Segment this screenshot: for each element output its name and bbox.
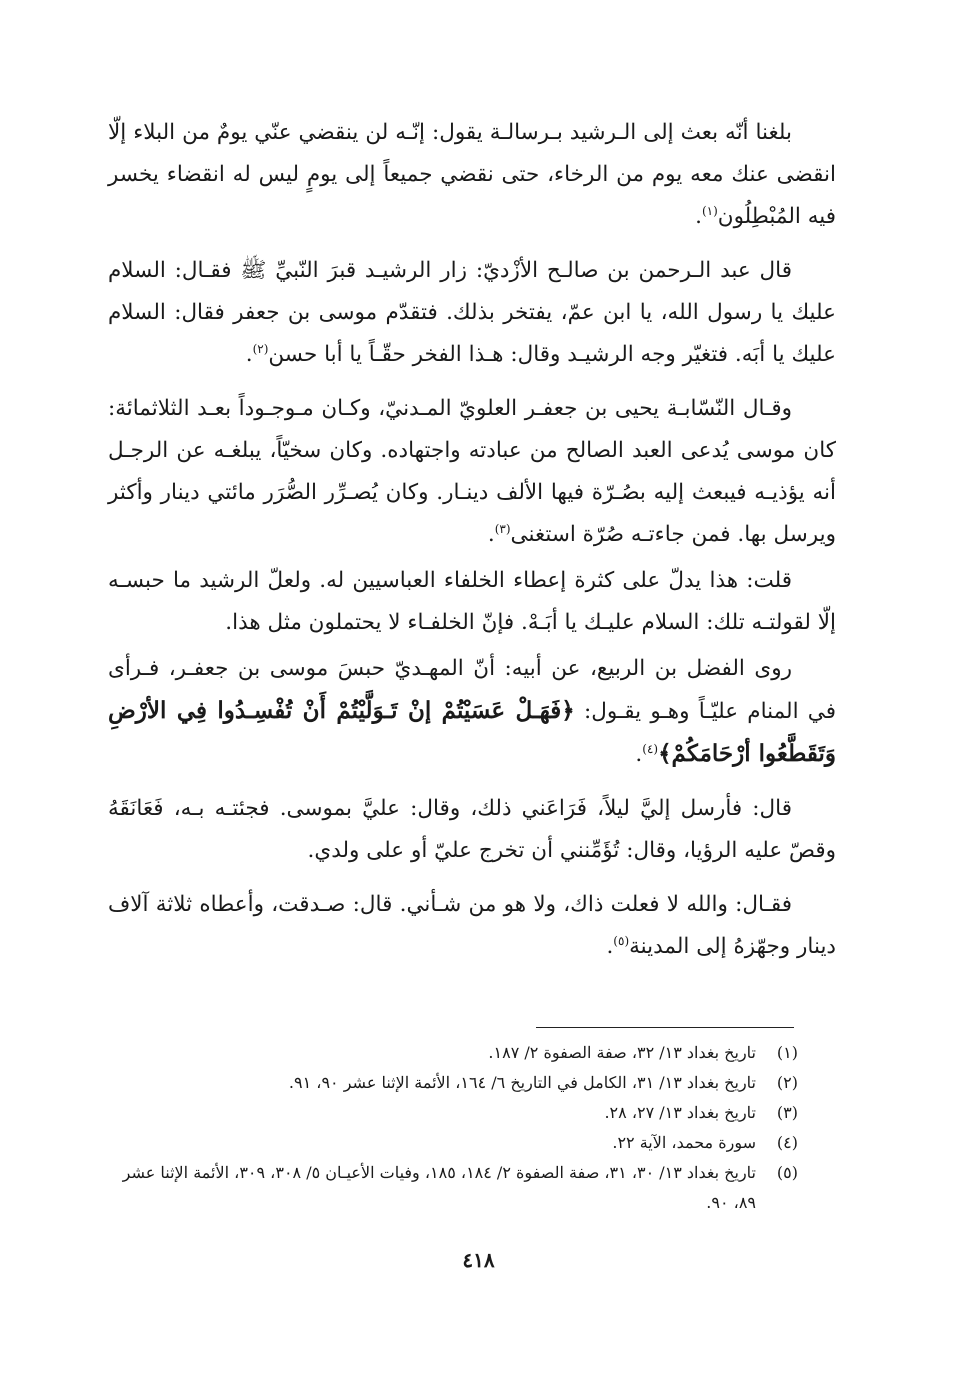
page-number: ٤١٨ xyxy=(462,1248,495,1272)
footnote-number: (٣) xyxy=(776,1103,798,1122)
footnote-number: (٤) xyxy=(776,1133,798,1152)
paragraph-3: وقـال النّسّابـة يحيى بن جعفـر العلويّ المـدنيّ، وكـان مـوجـوداً بعـد الثلاثمائة: كان موسى يُدعى العبد الصالح من عبادته واجتهاده. وكان سخيّاً، يبلغـه عن الرجـل أنه يؤذيـه فيبعث إليه بصُـرّة فيها الألف دينـار. وكان يُصـرِّر الصُّرَر مائتي دينار وأكثر ويرسل بها. فمن جاءتـه صُرّة استغنى$^{(٣)}$. xyxy=(108,396,836,547)
footnote-3 xyxy=(108,1098,798,1128)
footnote-number: (٢) xyxy=(776,1073,798,1092)
footnote-ref-5[interactable]: (٥) xyxy=(613,933,630,948)
footnote-4 xyxy=(108,1128,798,1158)
footnote-ref-4[interactable]: (٤) xyxy=(642,741,659,756)
quran-verse: ﴿فَهَـلْ عَسَيْتُمْ إنْ تَـوَلَّيْتُمْ أَنْ تُفْسِـدُوا فِي الأرْضِ وَتَقَطَّعُوا أرْحَامَكُمْ﴾ xyxy=(108,697,836,767)
footnote-number: (٥) xyxy=(776,1163,798,1182)
footnote-ref-1[interactable]: (١) xyxy=(701,203,718,218)
paragraph-2: قال عبد الـرحمن بن صالـح الأزْديّ: زار الرشيـد قبرَ النّبيِّ ﷺ فقـال: السلام عليك يا رسول الله، يا ابن عمّ، يفتخر بذلك. فتقدّم موسى بن جعفر فقال: السلام عليك يا أبَه. فتغيّر وجه الرشيـد وقال: هـذا الفخر حقّـاً يا أبا حسن$^{(٢)}$. xyxy=(108,258,836,367)
paragraph-1: بلغنا أنّه بعث إلى الـرشيد بـرسالـة يقول: إنّـه لن ينقضي عنّي يومٌ من البلاء إلّا انقضى عنك معه يوم من الرخاء، حتى نقضي جميعاً إلى يومٍ ليس له انقضاء يخسر فيه المُبْطِلُون$^{(١)}$. xyxy=(108,120,836,229)
footnote-text: سورة محمد، الآية ٢٢. xyxy=(612,1133,756,1152)
footnote-divider xyxy=(536,1027,794,1028)
footnote-text: تاريخ بغداد ١٣/ ٣١، الكامل في التاريخ ٦/ ١٦٤، الأئمة الإثنا عشر ٩٠، ٩١. xyxy=(288,1073,756,1092)
paragraph-6: قال: فأرسل إليَّ ليلاً، فَرَاعَني ذلك، وقال: عليَّ بموسى. فجئتـه بـه، فَعَانَقَهُ وقصّ عليه الرؤيا، وقال: تُؤَمِّنني أن تخرج عليّ أو على ولدي. xyxy=(108,796,836,863)
footnote-5 xyxy=(108,1158,798,1218)
footnote-text: تاريخ بغداد ١٣/ ٣٠، ٣١، صفة الصفوة ٢/ ١٨٤، ١٨٥، وفيات الأعيـان ٥/ ٣٠٨، ٣٠٩، الأئمة الإثنا عشر ٨٩، ٩٠. xyxy=(122,1163,756,1212)
footnote-text: تاريخ بغداد ١٣/ ٢٧، ٢٨. xyxy=(604,1103,756,1122)
main-text xyxy=(108,112,836,980)
paragraph-5: روى الفضل بن الربيع، عن أبيه: أنّ المهـديّ حبسَ موسى بن جعفـر، فـرأى في المنام عليّـاً وهـو يقـول: ﴿فَهَـلْ عَسَيْتُمْ إنْ تَـوَلَّيْتُمْ أَنْ تُفْسِـدُوا فِي الأرْضِ وَتَقَطَّعُوا أرْحَامَكُمْ﴾$^{(٤)}$. xyxy=(108,656,837,767)
footnotes-list xyxy=(108,1038,798,1218)
footnote-ref-3[interactable]: (٣) xyxy=(494,521,511,536)
paragraph-4: قلت: هذا يدلّ على كثرة إعطاء الخلفاء العباسيين له. ولعلّ الرشيد ما حبسـه إلّا لقولتـه تلك: السلام عليـك يا أبَـهْ. فإنّ الخلفـاء لا يحتملون مثل هذا. xyxy=(108,568,836,635)
footnote-1 xyxy=(108,1038,798,1068)
footnote-2 xyxy=(108,1068,798,1098)
footnote-number: (١) xyxy=(776,1043,798,1062)
footnote-text: تاريخ بغداد ١٣/ ٣٢، صفة الصفوة ٢/ ١٨٧. xyxy=(488,1043,756,1062)
footnote-ref-2[interactable]: (٢) xyxy=(252,341,269,356)
paragraph-7: فقـال: والله لا فعلت ذاك، ولا هو من شـأني. قال: صـدقت، وأعطاه ثلاثة آلاف دينار وجهّزهُ إلى المدينة$^{(٥)}$. xyxy=(108,892,836,959)
